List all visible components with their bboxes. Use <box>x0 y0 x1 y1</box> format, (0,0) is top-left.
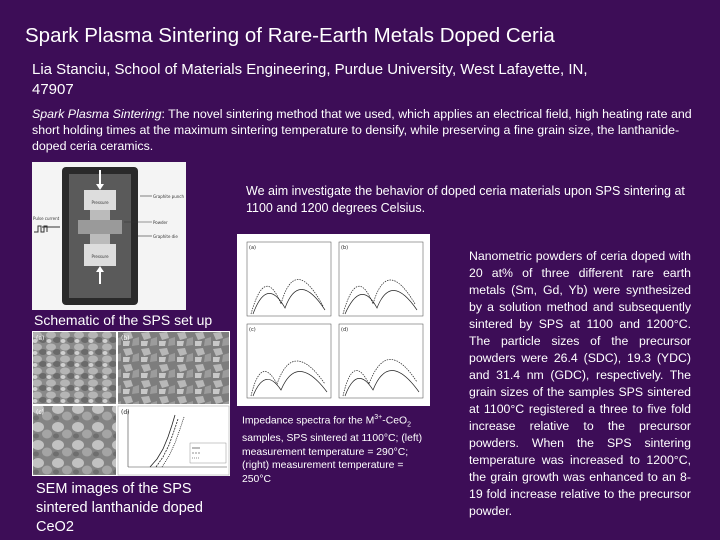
aim-statement: We aim investigate the behavior of doped ceria materials upon SPS sintering at 1100 and 1200 degrees Celsius. <box>246 184 685 215</box>
schematic-caption: Schematic of the SPS set up <box>34 312 213 328</box>
sps-description-lead: Spark Plasma Sintering <box>32 107 162 121</box>
schematic-label-pulse-current: Pulse current <box>33 216 60 221</box>
impedance-spectra-drawing <box>237 234 430 406</box>
impedance-spectra-figure <box>237 234 430 406</box>
impedance-caption-mid: -CeO <box>382 415 408 427</box>
sem-panel-a-label: (a) <box>36 335 45 342</box>
schematic-label-graphite-punch: Graphite punch <box>153 194 185 199</box>
page-title: Spark Plasma Sintering of Rare-Earth Metals Doped Ceria <box>25 24 555 47</box>
sps-description-body: : The novel sintering method that we used, which applies an electrical field, high heating rate and short holding times at the maximum sintering temperature to densify, while preserving a fine grain size, the lanthanide-doped ceria ceramics. <box>32 107 692 153</box>
impedance-caption-sub: 2 <box>407 421 411 429</box>
impedance-panel-d-label: (d) <box>341 327 349 333</box>
schematic-label-bottom-pressure: Pressure <box>91 254 109 259</box>
sem-images-figure <box>32 331 230 476</box>
nanometric-powders-paragraph: Nanometric powders of ceria doped with 20 at% of three different rare earth metals (Sm, Gd, Yb) were synthesized by a solution method and subsequently sintered by SPS at 1100 and 1200°C. The particle sizes of the precursor powders were 26.4 (SDC), 19.3 (YDC) and 31.4 nm (GDC), respectively. The grain sizes of the samples SPS sintered at 1100°C registered a three to five fold increase relative to the precursor powders. When the SPS sintering temperature was increased to 1200°C, the grain growth was enhanced to an 8-19 fold increase relative to the precursor powder. <box>469 249 691 518</box>
impedance-caption <box>242 411 432 486</box>
sps-description <box>32 106 700 154</box>
author-affiliation: Lia Stanciu, School of Materials Engineering, Purdue University, West Lafayette, IN, 47907 <box>32 61 588 98</box>
impedance-panel-b-label: (b) <box>341 245 349 251</box>
impedance-panel-c-label: (c) <box>249 327 256 333</box>
sem-caption: SEM images of the SPS sintered lanthanide doped CeO2 <box>36 481 203 535</box>
sps-schematic-drawing <box>32 162 186 310</box>
sps-schematic-figure <box>32 162 186 310</box>
sem-panel-d-label: (d) <box>121 409 130 416</box>
impedance-panel-a-label: (a) <box>249 245 256 251</box>
sem-panel-c-label: (c) <box>36 409 44 416</box>
schematic-label-top-pressure: Pressure <box>91 200 109 205</box>
sem-images-drawing <box>32 331 230 476</box>
impedance-caption-sup: 3+ <box>374 414 383 421</box>
impedance-caption-post: samples, SPS sintered at 1100°C; (left) measurement temperature = 290°C; (right) measurement temperature = 250°C <box>242 433 423 485</box>
schematic-label-powder: Powder <box>153 220 168 225</box>
sem-panel-b-label: (b) <box>121 335 130 342</box>
impedance-caption-pre: Impedance spectra for the M <box>242 415 375 427</box>
schematic-label-graphite-die: Graphite die <box>153 234 178 239</box>
